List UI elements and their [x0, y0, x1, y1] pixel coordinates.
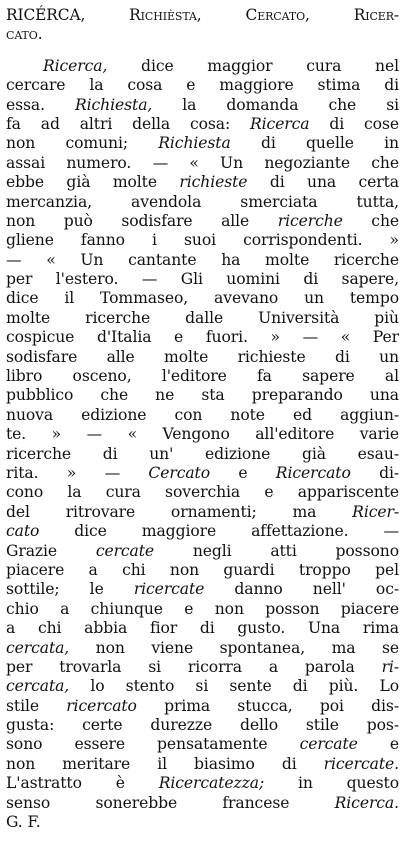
body-line	[6, 561, 399, 580]
body-line	[6, 503, 399, 522]
body-text: non meritare il biasimo di	[6, 754, 324, 773]
body-text: — « Un cantante ha molte ricerche	[6, 250, 399, 269]
body-line	[6, 445, 399, 464]
heading-gap	[6, 45, 399, 57]
body-text: per l'estero. — Gli uomini di sapere,	[6, 270, 399, 289]
italic-term: Ricerca.	[334, 793, 399, 812]
body-text: nuova edizione con note ed aggiun-	[6, 405, 399, 424]
body-line	[6, 231, 399, 250]
body-line	[6, 464, 399, 483]
italic-term: cercate	[95, 541, 155, 560]
heading-line-2	[6, 25, 399, 44]
body-line	[6, 580, 399, 599]
italic-term: ri-	[381, 657, 399, 676]
body-text: che	[342, 211, 400, 230]
body-text: ricerche di un' edizione già esau-	[6, 444, 399, 463]
body-line	[6, 735, 399, 754]
body-text: lo stento si sente di più. Lo	[69, 677, 399, 696]
body-text: non comuni;	[6, 134, 159, 153]
body-text: pubblico che ne sta preparando una	[6, 386, 399, 405]
heading-text-2: cato.	[6, 25, 43, 44]
body-text: gliene fanno i suoi corrispondenti. »	[6, 231, 399, 250]
body-text: prima stucca, poi dis-	[136, 696, 399, 715]
body-line	[6, 367, 399, 386]
italic-term: ricercato	[66, 696, 137, 715]
italic-term: Ricerca,	[43, 56, 108, 75]
body-line	[6, 270, 399, 289]
body-text: e	[210, 463, 276, 482]
body-text: dice maggior cura nel	[107, 56, 399, 75]
body-text: la domanda che si	[152, 95, 399, 114]
body-line	[6, 639, 399, 658]
body-text: rita. » —	[6, 463, 149, 482]
italic-term: Richiesta,	[75, 95, 153, 114]
body-line	[6, 251, 399, 270]
heading-text-1: RICÉRCA, Richièsta, Cercato, Ricer-	[6, 6, 399, 24]
body-line	[6, 134, 399, 153]
body-line	[6, 212, 399, 231]
italic-term: ricerche	[277, 211, 343, 230]
body-line	[6, 96, 399, 115]
body-line	[6, 406, 399, 425]
body-text: libro osceno, l'editore fa sapere al	[6, 367, 399, 386]
body-text: assai numero. — « Un negoziante che	[6, 153, 399, 172]
body-line	[6, 600, 399, 619]
body-line	[6, 425, 399, 444]
body-line	[6, 794, 399, 813]
body-text: sono essere pensatamente	[6, 735, 300, 754]
body-text: cercare la cosa e maggiore stima di	[6, 76, 399, 95]
body-line	[6, 173, 399, 192]
italic-term: Ricercatezza;	[158, 774, 265, 793]
heading-line-1	[6, 6, 399, 25]
body-line	[6, 522, 399, 541]
body-line	[6, 309, 399, 328]
body-line	[6, 755, 399, 774]
italic-term: richieste	[179, 173, 248, 192]
body-line	[6, 542, 399, 561]
body-line	[6, 76, 399, 95]
body-text: per trovarla si ricorra a parola	[6, 657, 382, 676]
body-text: del ritrovare ornamenti; ma	[6, 502, 353, 521]
body-text: di quelle in	[230, 134, 399, 153]
body-text: L'astratto è	[6, 774, 159, 793]
body-line	[6, 386, 399, 405]
dictionary-page	[6, 6, 399, 832]
body-text: essa.	[6, 95, 76, 114]
italic-term: ricercate	[133, 580, 205, 599]
italic-term: Ricerca	[250, 114, 310, 133]
body-text: Grazie	[6, 541, 96, 560]
body-text: senso sonerebbe francese	[6, 793, 335, 812]
italic-term: Richiesta	[158, 134, 231, 153]
italic-term: Ricer-	[352, 502, 399, 521]
body-line	[6, 115, 399, 134]
body-text: danno nell' oc-	[204, 580, 399, 599]
body-text: gusta: certe durezze dello stile pos-	[6, 716, 399, 735]
body-text: stile	[6, 696, 67, 715]
italic-term: cercata,	[6, 677, 70, 696]
body-line	[6, 328, 399, 347]
body-line	[6, 289, 399, 308]
body-text: di una certa	[247, 173, 399, 192]
body-text: dice maggiore affettazione. —	[39, 522, 399, 541]
body-text: negli atti possono	[154, 541, 399, 560]
italic-term: cercate	[299, 735, 358, 754]
body-text: non può sodisfare alle	[6, 211, 278, 230]
italic-term: Cercato	[148, 463, 210, 482]
body-text: non viene spontanea, ma se	[69, 638, 399, 657]
body-line	[6, 619, 399, 638]
body-text: a chi abbia fior di gusto. Una rima	[6, 619, 399, 638]
body-text: te. » — « Vengono all'editore varie	[6, 425, 399, 444]
body-line	[6, 57, 399, 76]
body-text: ebbe già molte	[6, 173, 180, 192]
body-text: sottile; le	[6, 580, 134, 599]
italic-term: ricercate.	[323, 754, 399, 773]
body-line	[6, 154, 399, 173]
body-text: dice il Tommaseo, avevano un tempo	[6, 289, 399, 308]
body-line	[6, 813, 399, 832]
body-line	[6, 193, 399, 212]
body-line	[6, 677, 399, 696]
body-text: cospicue d'Italia e fuori. » — « Per	[6, 328, 399, 347]
body-text: di cose	[309, 114, 399, 133]
body-text: fa ad altri della cosa:	[6, 114, 251, 133]
body-line	[6, 697, 399, 716]
body-text: chio a chiunque e non posson piacere	[6, 599, 399, 618]
body-text: piacere a chi non guardi troppo pel	[6, 560, 399, 579]
italic-term: Ricercato	[275, 463, 351, 482]
entry-body	[6, 57, 399, 833]
body-text: in questo	[264, 774, 399, 793]
italic-term: cato	[6, 522, 40, 541]
body-text: cono la cura soverchia e appariscente	[6, 483, 399, 502]
body-line	[6, 483, 399, 502]
body-line	[6, 348, 399, 367]
body-text: G. F.	[6, 813, 41, 832]
body-text: molte ricerche dalle Università più	[6, 308, 399, 327]
body-text: mercanzia, avendola smerciata tutta,	[6, 192, 399, 211]
italic-term: cercata,	[6, 638, 70, 657]
body-line	[6, 716, 399, 735]
body-line	[6, 658, 399, 677]
entry-heading	[6, 6, 399, 45]
body-text: di-	[350, 463, 400, 482]
body-text: sodisfare alle molte richieste di un	[6, 347, 399, 366]
body-line	[6, 774, 399, 793]
body-text: e	[357, 735, 399, 754]
